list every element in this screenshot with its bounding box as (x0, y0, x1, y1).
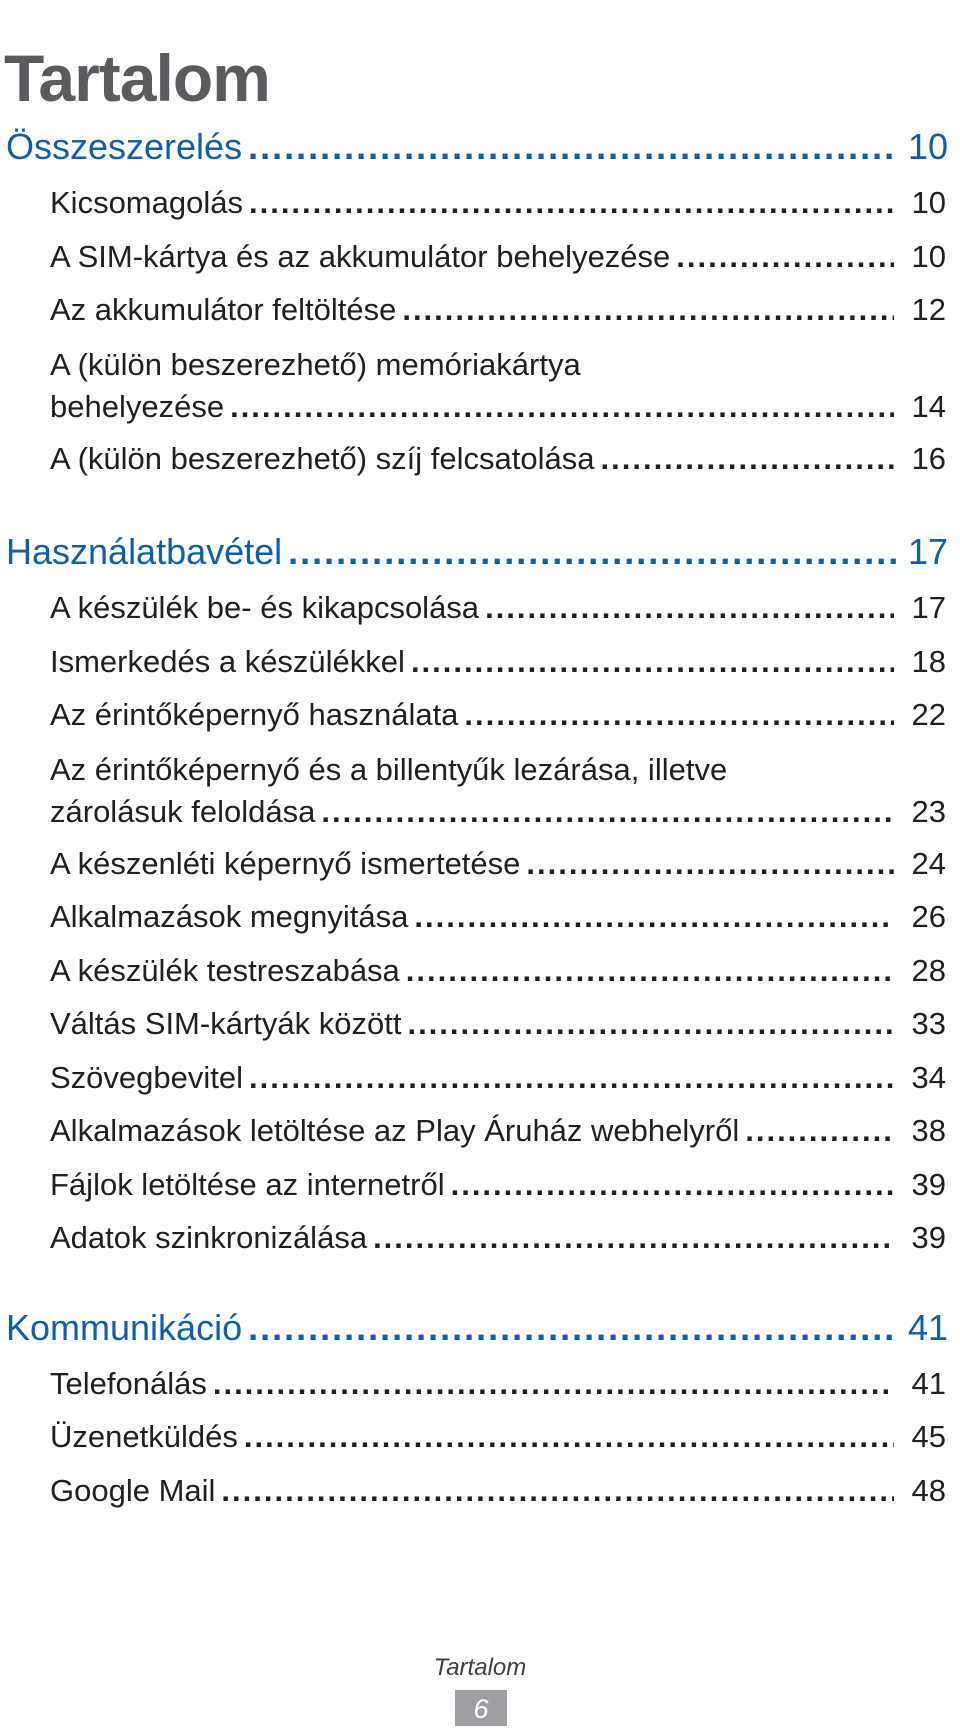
dot-leader (407, 997, 894, 1051)
entry-page-number: 16 (911, 440, 946, 476)
toc-entry[interactable] (50, 1051, 946, 1105)
entry-title: behelyezése (50, 388, 225, 424)
entry-title: A készenléti képernyő ismertetése (50, 845, 521, 881)
section-heading[interactable] (6, 1299, 948, 1357)
entry-title: Alkalmazások megnyitása (50, 899, 409, 934)
entry-title: Az érintőképernyő használata (50, 697, 459, 732)
toc-entry[interactable] (50, 337, 946, 432)
toc-entry[interactable] (50, 837, 946, 891)
toc-entry[interactable] (50, 1464, 946, 1518)
entry-title: Kicsomagolás (50, 185, 243, 220)
entry-title: Szövegbevitel (50, 1059, 244, 1095)
entry-title: A SIM-kártya és az akkumulátor behelyezése (50, 238, 671, 274)
entry-title: A készülék be- és kikapcsolása (50, 590, 480, 625)
dot-leader (221, 1464, 894, 1518)
section-title: Összeszerelés (6, 126, 243, 167)
toc-entry[interactable] (50, 1357, 946, 1411)
dot-leader (464, 688, 894, 742)
entry-page-number: 39 (911, 1166, 946, 1202)
section-heading[interactable] (6, 118, 948, 176)
entry-page-number: 12 (911, 292, 946, 327)
footer-page-number: 6 (455, 1690, 507, 1726)
toc-entry[interactable] (50, 230, 946, 284)
section-title: Használatbavétel (6, 531, 283, 572)
entry-title: Fájlok letöltése az internetről (50, 1166, 445, 1202)
dot-leader (402, 283, 894, 337)
entry-title: Az akkumulátor feltöltése (50, 292, 397, 327)
entry-page-number: 22 (911, 697, 946, 732)
entry-title-line1: Az érintőképernyő és a billentyűk lezárása, illetve (50, 751, 728, 787)
entry-page-number: 23 (911, 793, 946, 829)
entry-page-number: 48 (911, 1472, 946, 1508)
entry-title: A készülék testreszabása (50, 952, 400, 988)
entry-page-number: 41 (911, 1365, 946, 1401)
section-title: Kommunikáció (6, 1306, 243, 1348)
section-page-number: 41 (907, 1306, 948, 1348)
entry-page-number: 18 (911, 643, 946, 679)
dot-leader (373, 1211, 894, 1265)
toc-section-hasznalatbavetel (0, 523, 960, 1265)
dot-leader (451, 1158, 894, 1212)
toc-entry[interactable] (50, 890, 946, 944)
toc-entry[interactable] (50, 581, 946, 635)
dot-leader (485, 581, 894, 635)
toc-entry[interactable] (50, 176, 946, 230)
entry-page-number: 17 (911, 590, 946, 625)
dot-leader (248, 118, 896, 176)
dot-leader (676, 230, 894, 284)
toc-entry[interactable] (50, 944, 946, 998)
entry-page-number: 38 (911, 1113, 946, 1148)
entry-page-number: 28 (911, 952, 946, 988)
entry-page-number: 10 (911, 185, 946, 220)
section-heading[interactable] (6, 523, 948, 581)
table-of-contents (0, 118, 960, 1541)
dot-leader (288, 523, 896, 581)
dot-leader (249, 1051, 894, 1105)
entry-title: Váltás SIM-kártyák között (50, 1006, 402, 1041)
dot-leader (601, 432, 895, 486)
section-page-number: 17 (907, 531, 948, 572)
entry-page-number: 34 (911, 1059, 946, 1095)
dot-leader (248, 1299, 896, 1357)
toc-section-osszeszereles (0, 118, 960, 485)
entry-title: Üzenetküldés (50, 1419, 238, 1454)
entry-page-number: 39 (911, 1220, 946, 1255)
dot-leader (526, 837, 894, 891)
dot-leader (411, 635, 894, 689)
entry-title-line1: A (külön beszerezhető) memóriakártya (50, 346, 581, 382)
toc-entry[interactable] (50, 688, 946, 742)
dot-leader (321, 791, 894, 833)
entry-page-number: 10 (911, 238, 946, 274)
toc-entry[interactable] (50, 635, 946, 689)
toc-entry[interactable] (50, 997, 946, 1051)
toc-entry[interactable] (50, 1211, 946, 1265)
entry-title: Alkalmazások letöltése az Play Áruház webhelyről (50, 1113, 740, 1148)
entry-title: Adatok szinkronizálása (50, 1220, 368, 1255)
entry-title: Google Mail (50, 1472, 216, 1508)
entry-page-number: 45 (911, 1419, 946, 1454)
entry-page-number: 26 (911, 899, 946, 934)
toc-entry[interactable] (50, 283, 946, 337)
entry-title: Ismerkedés a készülékkel (50, 643, 405, 679)
dot-leader (406, 944, 894, 998)
toc-section-kommunikacio (0, 1299, 960, 1518)
entry-title: Telefonálás (50, 1365, 207, 1401)
dot-leader (244, 1410, 894, 1464)
dot-leader (414, 890, 894, 944)
entry-page-number: 14 (911, 388, 946, 424)
entry-page-number: 33 (911, 1006, 946, 1041)
section-page-number: 10 (907, 126, 948, 167)
toc-entry[interactable] (50, 1104, 946, 1158)
entry-page-number: 24 (911, 845, 946, 881)
toc-entry[interactable] (50, 1410, 946, 1464)
entry-title: zárolásuk feloldása (50, 793, 316, 829)
page-title: Tartalom (4, 41, 270, 116)
entry-title: A (külön beszerezhető) szíj felcsatolása (50, 440, 595, 476)
dot-leader (745, 1104, 894, 1158)
footer-label: Tartalom (433, 1654, 527, 1681)
dot-leader (230, 386, 894, 428)
toc-entry[interactable] (50, 742, 946, 837)
toc-entry[interactable] (50, 1158, 946, 1212)
dot-leader (249, 176, 894, 230)
toc-entry[interactable] (50, 432, 946, 486)
dot-leader (213, 1357, 894, 1411)
